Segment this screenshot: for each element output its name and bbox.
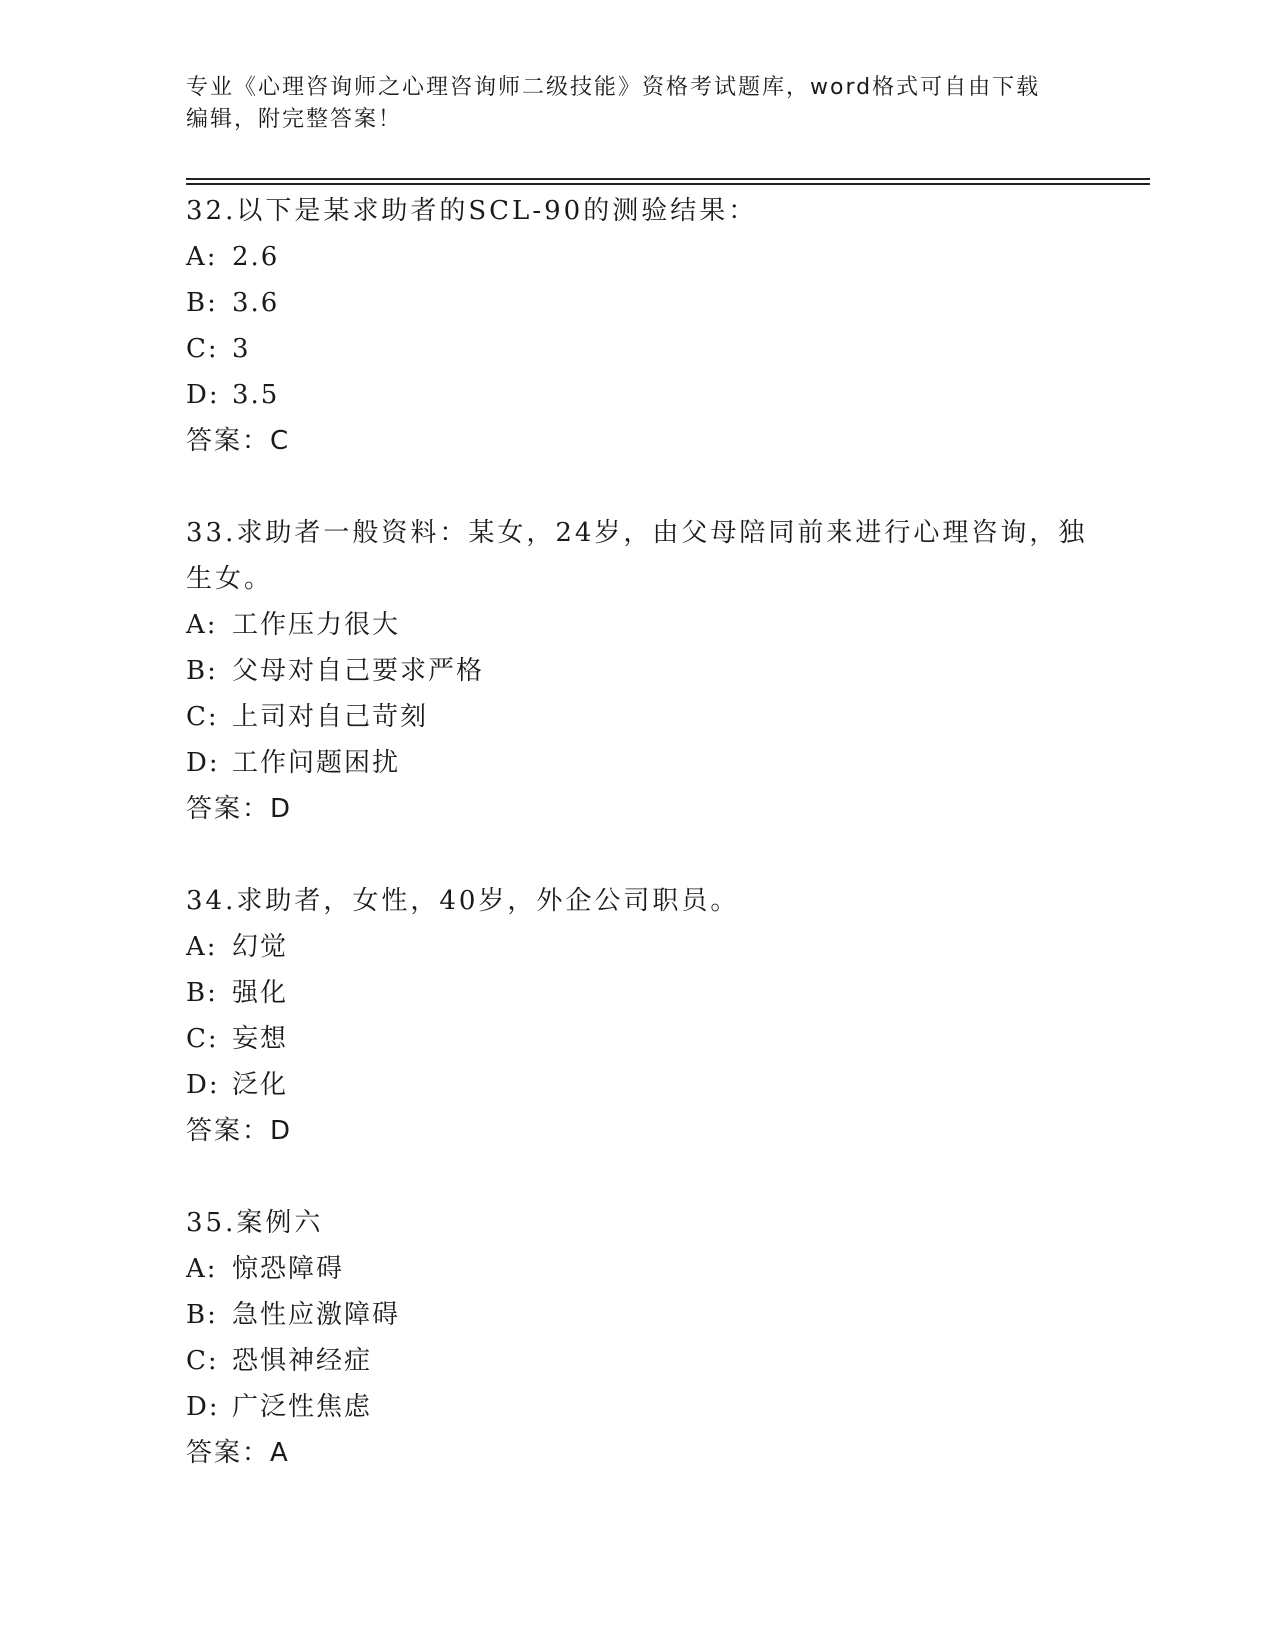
option-text: 广泛性焦虑 [232, 1392, 373, 1422]
option-label: B: [186, 288, 218, 318]
option-text: 恐惧神经症 [232, 1346, 373, 1376]
option-b [186, 648, 1106, 694]
option-c [186, 694, 1106, 740]
option-label: C: [186, 702, 219, 732]
question-stem: 33.求助者一般资料：某女，24岁，由父母陪同前来进行心理咨询，独 [186, 518, 1088, 548]
answer-line: 答案：D [186, 794, 293, 824]
option-b [186, 1292, 1106, 1338]
question-list [186, 188, 1106, 1476]
question-stem-continued: 生女。 [186, 564, 274, 594]
option-text: 2.6 [232, 242, 280, 272]
option-text: 幻觉 [232, 932, 289, 962]
option-text: 妄想 [232, 1024, 289, 1054]
option-d [186, 372, 1106, 418]
question-stem: 35.案例六 [186, 1208, 324, 1238]
option-c [186, 326, 1106, 372]
option-label: C: [186, 1346, 219, 1376]
option-label: A: [186, 610, 218, 640]
answer-line: 答案：A [186, 1438, 290, 1468]
option-text: 3.6 [232, 288, 280, 318]
option-label: D: [186, 380, 220, 410]
option-text: 工作问题困扰 [232, 748, 401, 778]
option-label: A: [186, 1254, 218, 1284]
option-c [186, 1338, 1106, 1384]
option-label: B: [186, 1300, 218, 1330]
option-b [186, 970, 1106, 1016]
answer-line: 答案：C [186, 426, 291, 456]
spacer [186, 464, 1106, 510]
option-a [186, 602, 1106, 648]
header-line-1: 专业《心理咨询师之心理咨询师二级技能》资格考试题库，word格式可自由下载 [186, 75, 1041, 100]
header-divider-top [186, 178, 1150, 180]
document-header [186, 72, 1066, 136]
option-label: D: [186, 1070, 220, 1100]
question-stem: 34.求助者，女性，40岁，外企公司职员。 [186, 886, 740, 916]
spacer [186, 832, 1106, 878]
option-label: D: [186, 748, 220, 778]
option-text: 工作压力很大 [232, 610, 401, 640]
option-text: 3 [232, 334, 251, 364]
option-label: A: [186, 932, 218, 962]
option-a [186, 924, 1106, 970]
option-c [186, 1016, 1106, 1062]
question-33 [186, 510, 1106, 832]
option-a [186, 234, 1106, 280]
option-label: B: [186, 656, 218, 686]
question-32 [186, 188, 1106, 464]
option-label: C: [186, 1024, 219, 1054]
option-text: 急性应激障碍 [232, 1300, 401, 1330]
question-stem: 32.以下是某求助者的SCL-90的测验结果： [186, 196, 758, 226]
option-label: C: [186, 334, 219, 364]
option-text: 泛化 [232, 1070, 289, 1100]
option-text: 3.5 [232, 380, 280, 410]
header-divider-bottom [186, 183, 1150, 185]
option-d [186, 740, 1106, 786]
option-text: 强化 [232, 978, 289, 1008]
option-text: 上司对自己苛刻 [232, 702, 429, 732]
option-text: 父母对自己要求严格 [232, 656, 485, 686]
option-label: B: [186, 978, 218, 1008]
option-a [186, 1246, 1106, 1292]
answer-line: 答案：D [186, 1116, 293, 1146]
option-d [186, 1062, 1106, 1108]
header-line-2: 编辑，附完整答案！ [186, 107, 403, 132]
option-label: D: [186, 1392, 220, 1422]
spacer [186, 1154, 1106, 1200]
question-34 [186, 878, 1106, 1154]
option-label: A: [186, 242, 218, 272]
option-d [186, 1384, 1106, 1430]
option-b [186, 280, 1106, 326]
option-text: 惊恐障碍 [232, 1254, 345, 1284]
question-35 [186, 1200, 1106, 1476]
